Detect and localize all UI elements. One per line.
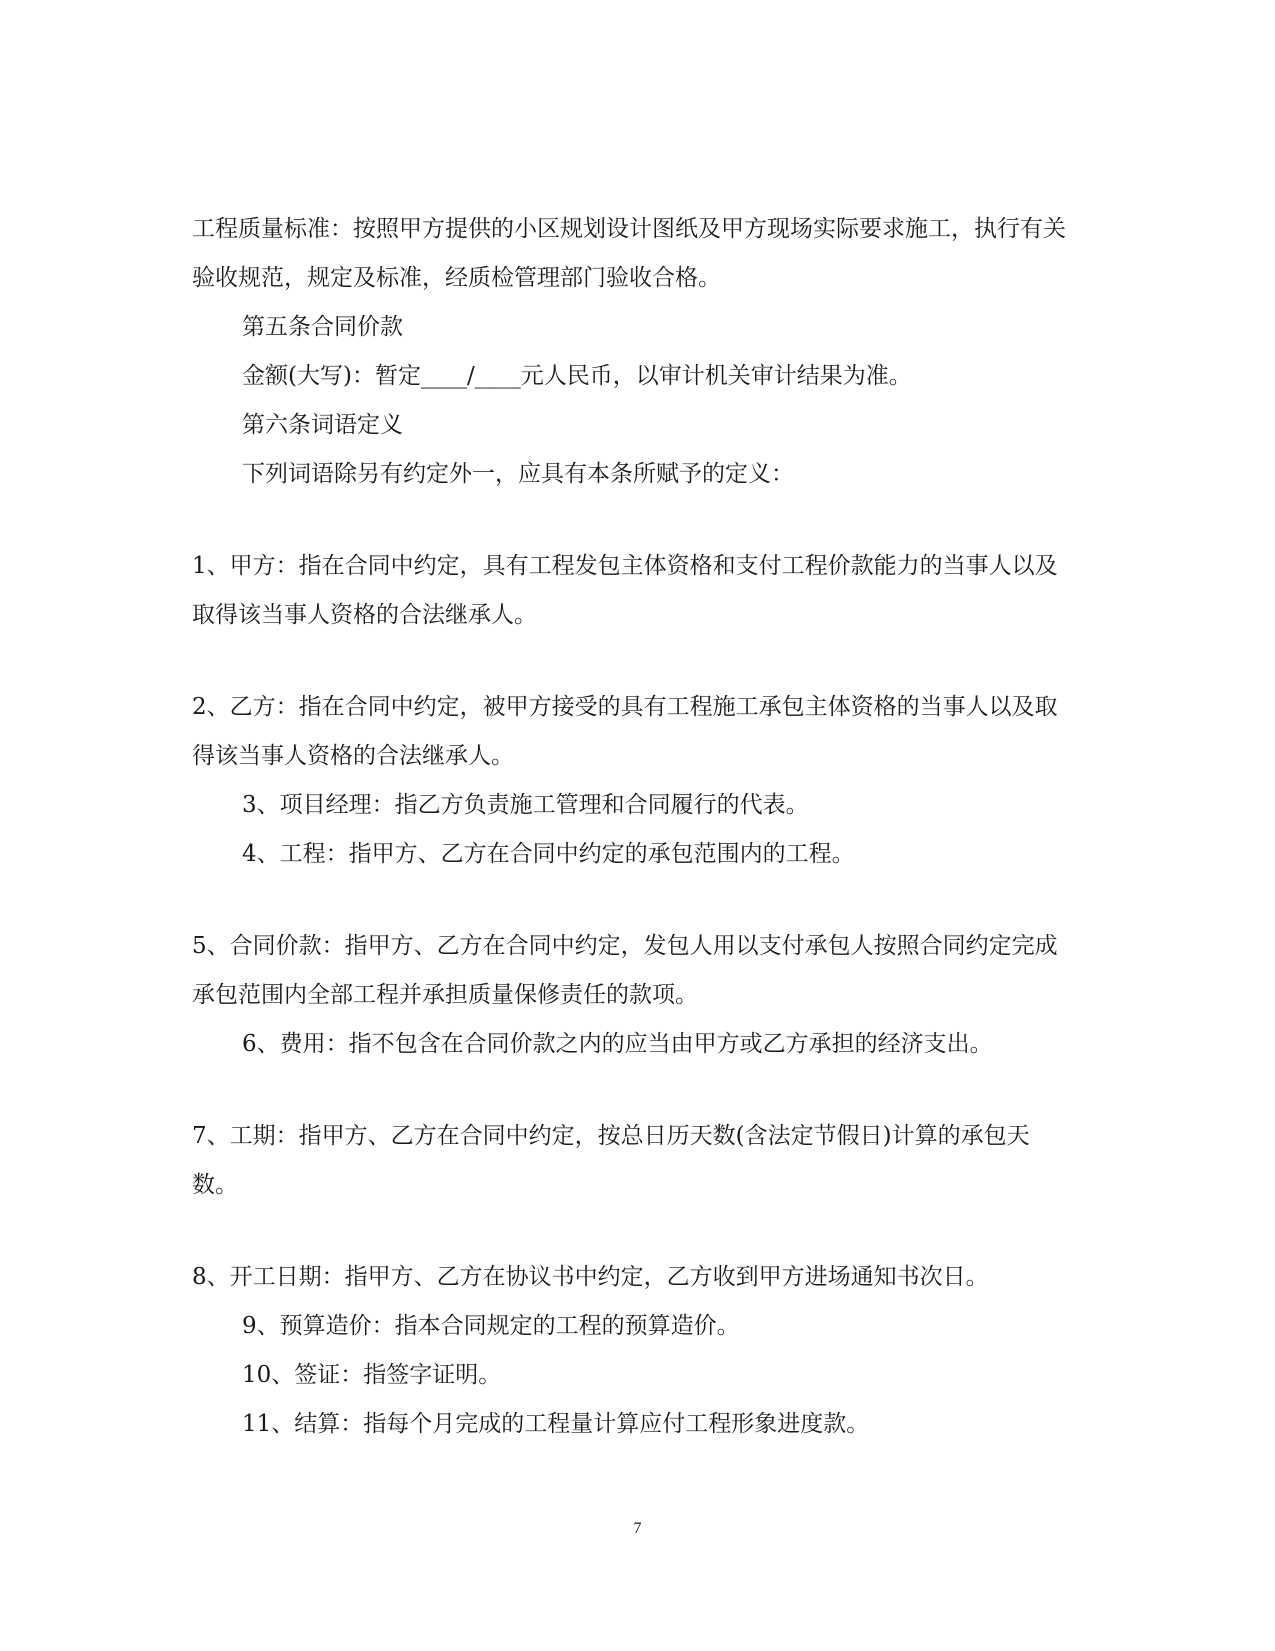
definition-item-4: 4、工程：指甲方、乙方在合同中约定的承包范围内的工程。 [242,841,855,867]
article-5-heading: 第五条合同价款 [242,314,403,340]
definition-item-7: 7、工期：指甲方、乙方在合同中约定，按总日历天数(含法定节假日)计算的承包天数。 [192,1123,1030,1198]
definition-item-6: 6、费用：指不包含在合同价款之内的应当由甲方或乙方承担的经济支出。 [242,1031,993,1057]
article-6-heading: 第六条词语定义 [242,412,403,438]
definition-item-11: 11、结算：指每个月完成的工程量计算应付工程形象进度款。 [242,1411,870,1437]
contract-amount-paragraph: 金额(大写)：暂定____/____元人民币，以审计机关审计结果为准。 [242,363,912,389]
quality-standard-paragraph: 工程质量标准：按照甲方提供的小区规划设计图纸及甲方现场实际要求施工，执行有关验收规范，规定及标准，经质检管理部门验收合格。 [192,216,1066,291]
definition-item-9: 9、预算造价：指本合同规定的工程的预算造价。 [242,1313,740,1339]
definition-item-5: 5、合同价款：指甲方、乙方在合同中约定，发包人用以支付承包人按照合同约定完成承包范围内全部工程并承担质量保修责任的款项。 [192,933,1058,1008]
page-number: 7 [633,1520,642,1537]
definitions-intro: 下列词语除另有约定外一，应具有本条所赋予的定义： [242,461,794,487]
definition-item-2: 2、乙方：指在合同中约定，被甲方接受的具有工程施工承包主体资格的当事人以及取得该当事人资格的合法继承人。 [192,694,1058,769]
definition-item-8: 8、开工日期：指甲方、乙方在协议书中约定，乙方收到甲方进场通知书次日。 [192,1264,989,1290]
definition-item-1: 1、甲方：指在合同中约定，具有工程发包主体资格和支付工程价款能力的当事人以及取得该当事人资格的合法继承人。 [192,553,1058,628]
definition-item-3: 3、项目经理：指乙方负责施工管理和合同履行的代表。 [242,792,809,818]
definition-item-10: 10、签证：指签字证明。 [242,1362,502,1388]
document-body [192,205,1072,1449]
